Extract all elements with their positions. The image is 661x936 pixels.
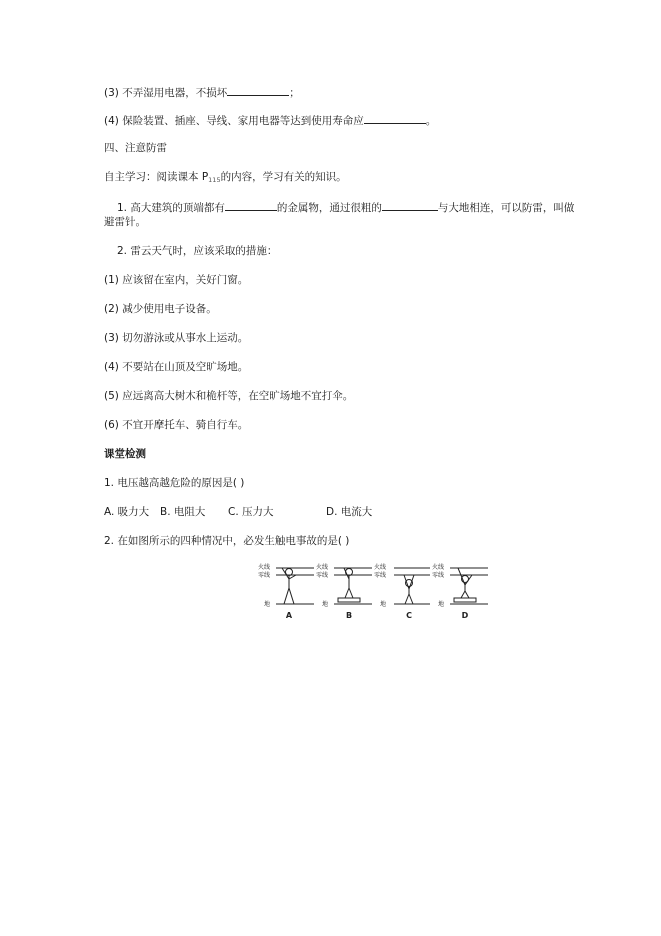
- self-study: [104, 170, 347, 187]
- q1-part3: 与大地相连，可以防雷，叫做: [437, 202, 575, 214]
- self-study-page-sub: 115: [208, 176, 221, 184]
- panel-d-ground-label: 地: [438, 601, 445, 608]
- class-test-title: 课堂检测: [104, 448, 146, 460]
- self-study-pre: 自主学习：阅读课本 P: [104, 171, 209, 183]
- item-3-text: (3) 不弄湿用电器，不损坏: [104, 87, 228, 99]
- figure-svg: [258, 560, 488, 622]
- panel-b-neutral-label: 零线: [316, 572, 329, 579]
- panel-b: [334, 568, 372, 604]
- panel-c-live-label: 火线: [374, 564, 387, 571]
- panel-a-letter: A: [285, 611, 293, 620]
- panel-b-ground-label: 地: [322, 601, 329, 608]
- measure-5: (5) 应远离高大树木和桅杆等，在空旷场地不宜打伞。: [104, 390, 354, 402]
- panel-a-ground-label: 地: [264, 601, 271, 608]
- panel-a-live-label: 火线: [258, 564, 271, 571]
- q1-part1: 1. 高大建筑的顶端都有: [117, 202, 225, 214]
- panel-d-neutral-label: 零线: [432, 572, 445, 579]
- panel-d-live-label: 火线: [432, 564, 445, 571]
- option-c[interactable]: C. 压力大: [228, 506, 274, 518]
- panel-b-letter: B: [345, 611, 353, 620]
- panel-c-neutral-label: 零线: [374, 572, 387, 579]
- option-a[interactable]: A. 吸力大: [104, 506, 150, 518]
- measure-1: (1) 应该留在室内，关好门窗。: [104, 274, 249, 286]
- panel-a-neutral-label: 零线: [258, 572, 271, 579]
- item-4-text: (4) 保险装置、插座、导线、家用电器等达到使用寿命应: [104, 115, 364, 127]
- question-2-intro: 2. 雷云天气时，应该采取的措施：: [117, 245, 278, 257]
- option-d[interactable]: D. 电流大: [326, 506, 373, 518]
- q1-blank1: [225, 199, 277, 211]
- measure-4: (4) 不要站在山顶及空旷场地。: [104, 361, 249, 373]
- measure-6: (6) 不宜开摩托车、骑自行车。: [104, 419, 249, 431]
- test-question-2: 2. 在如图所示的四种情况中，必发生触电事故的是( ): [104, 535, 350, 547]
- question-1-line2: 避雷针。: [104, 216, 146, 228]
- panel-b-live-label: 火线: [316, 564, 329, 571]
- measure-3: (3) 切勿游泳或从事水上运动。: [104, 332, 249, 344]
- measure-2: (2) 减少使用电子设备。: [104, 303, 217, 315]
- option-b[interactable]: B. 电阻大: [160, 506, 206, 518]
- electrocution-figure: [258, 560, 488, 622]
- q1-part2: 的金属物，通过很粗的: [276, 202, 382, 214]
- item-4-punct: 。: [425, 115, 437, 127]
- item-3-blank: [227, 84, 289, 96]
- panel-d-letter: D: [461, 611, 469, 620]
- panel-c-ground-label: 地: [380, 601, 387, 608]
- item-4: [104, 112, 436, 128]
- panel-c-letter: C: [406, 611, 412, 620]
- question-1: [117, 199, 574, 215]
- q1-blank2: [382, 199, 438, 211]
- item-3: [104, 84, 300, 100]
- panel-c: [394, 568, 430, 604]
- item-4-blank: [364, 112, 426, 124]
- self-study-post: 的内容，学习有关的知识。: [220, 171, 347, 183]
- section4-title: 四、注意防雷: [104, 142, 167, 154]
- item-3-punct: ；: [289, 87, 300, 99]
- test-question-1: 1. 电压越高越危险的原因是( ): [104, 477, 245, 489]
- panel-d: [450, 568, 488, 604]
- panel-a: [276, 568, 314, 604]
